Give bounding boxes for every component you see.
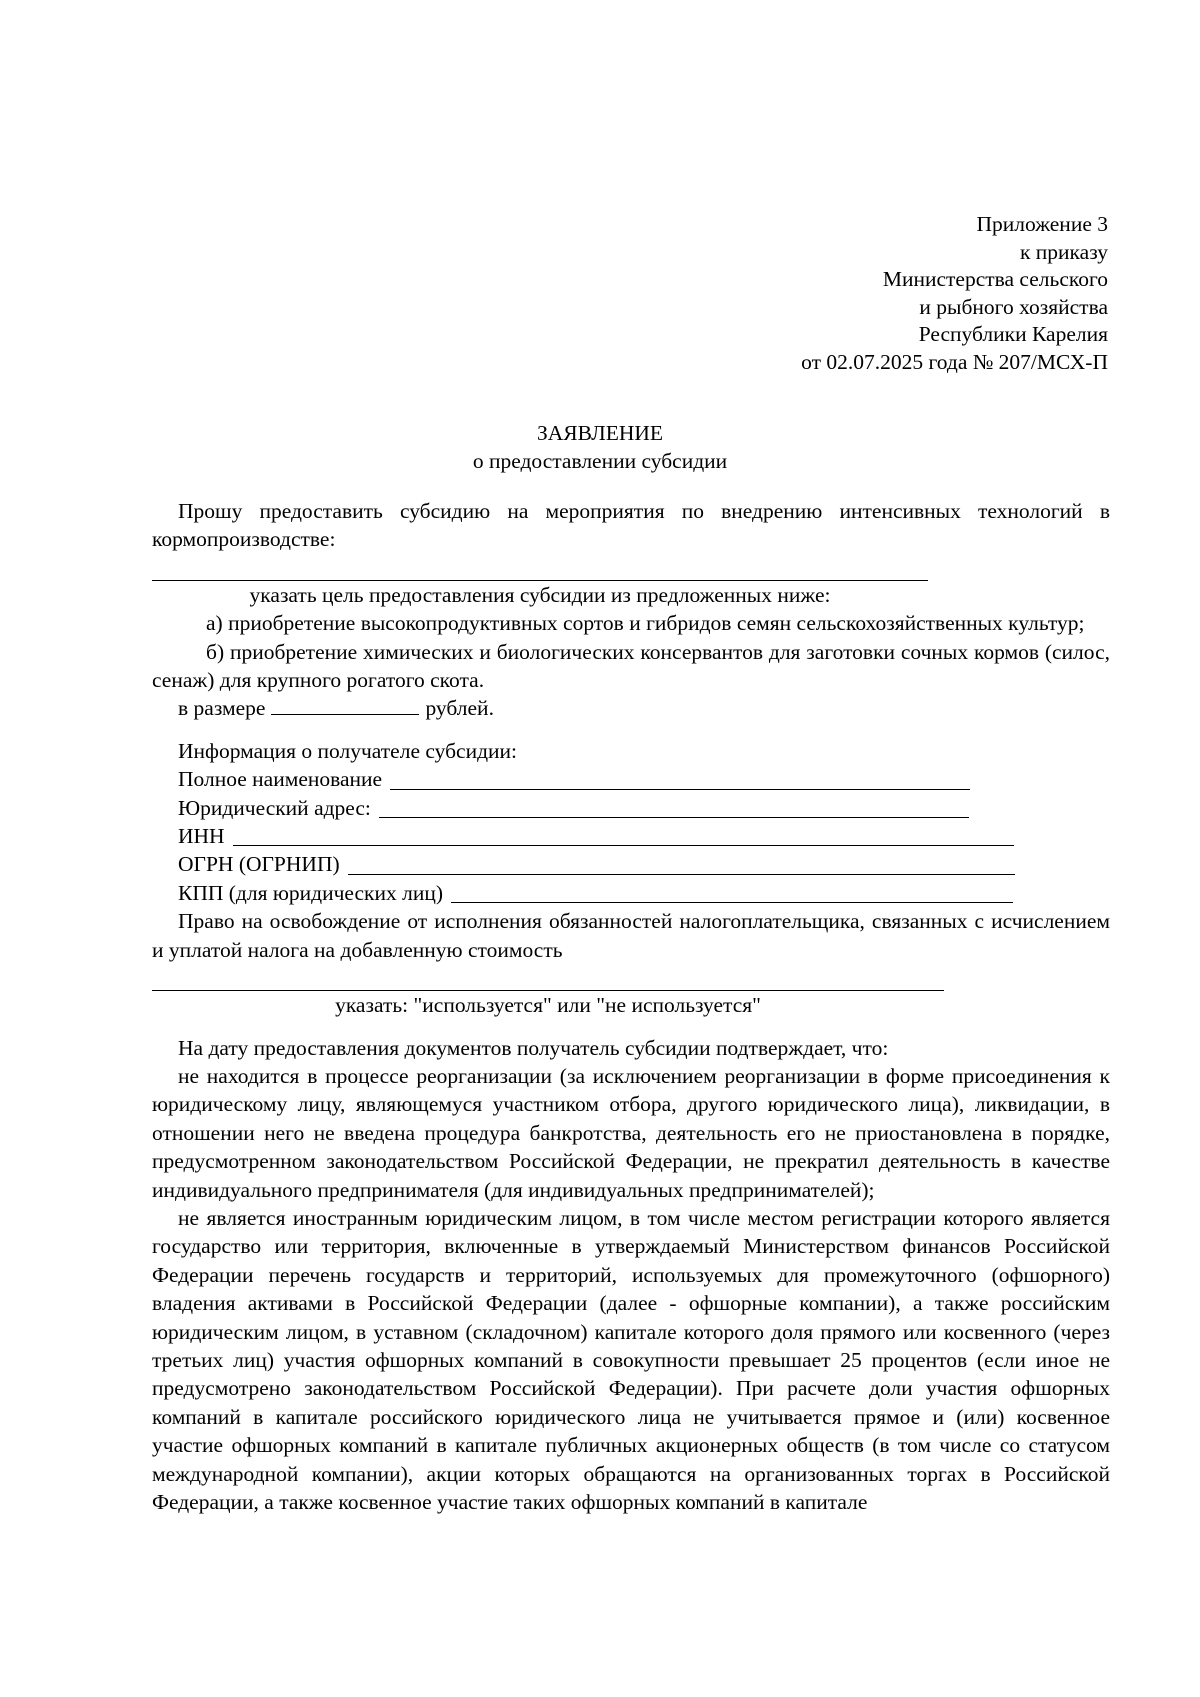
amount-suffix: рублей. xyxy=(425,696,494,721)
document-body xyxy=(152,497,1110,1516)
annex-line: и рыбного хозяйства xyxy=(919,294,1108,319)
option-a: а) приобретение высокопродуктивных сортов и гибридов семян сельскохозяйственных культур; xyxy=(206,611,1085,636)
field-legal-address xyxy=(152,794,1110,822)
field-label: Полное наименование xyxy=(178,767,383,792)
field-ogrn xyxy=(152,850,1110,878)
document-subtitle: о предоставлении субсидии xyxy=(472,448,728,473)
field-fill-line xyxy=(390,770,970,790)
amount-line xyxy=(152,694,1110,722)
option-b: б) приобретение химических и биологических консервантов для заготовки сочных кормов (силос, сенаж) для крупного рогатого скота. xyxy=(152,639,1110,693)
confirmation-item-2: не является иностранным юридическим лицом, в том числе местом регистрации которого является государство или территория, включенные в утверждаемый Министерством финансов Российской Федерации перечень государств и территорий, используемых для промежуточного (офшорного) владения активами в Российской Федерации (далее - офшорные компании), а также российским юридическим лицом, в уставном (складочном) капитале которого доля прямого или косвенного (через третьих лиц) участия офшорных компаний в совокупности превышает 25 процентов (если иное не предусмотрено законодательством Российской Федерации). При расчете доли участия офшорных компаний в капитале российского юридического лица не учитывается прямое и (или) косвенное участие офшорных компаний в капитале публичных акционерных обществ (в том числе со статусом международной компании), акции которых обращаются на организованных торгах в Российской Федерации, а также косвенное участие таких офшорных компаний в капитале xyxy=(152,1205,1110,1514)
spacer xyxy=(152,1020,1110,1034)
request-intro: Прошу предоставить субсидию на мероприятия по внедрению интенсивных технологий в кормопроизводстве: xyxy=(152,499,1110,552)
document-title: ЗАЯВЛЕНИЕ xyxy=(536,421,664,445)
field-kpp xyxy=(152,879,1110,907)
document-heading xyxy=(0,420,1200,475)
amount-prefix: в размере xyxy=(178,696,266,721)
amount-blank xyxy=(271,695,419,715)
annex-line: Республики Карелия xyxy=(918,322,1108,346)
recipient-heading: Информация о получателе субсидии: xyxy=(178,738,518,763)
field-label: КПП (для юридических лиц) xyxy=(178,880,444,905)
field-fill-line xyxy=(451,883,1013,903)
field-fill-line xyxy=(348,855,1015,875)
vat-hint: указать: "используется" или "не используется" xyxy=(335,993,761,1018)
field-label: ИНН xyxy=(178,824,225,849)
field-label: ОГРН (ОГРНИП) xyxy=(178,852,340,877)
field-label: Юридический адрес: xyxy=(178,795,371,820)
annex-header xyxy=(801,211,1108,376)
annex-line: Приложение 3 xyxy=(976,212,1108,236)
field-full-name xyxy=(152,765,1110,793)
annex-line: Министерства сельского xyxy=(882,267,1108,291)
field-fill-line xyxy=(379,798,969,818)
confirmation-item-1: не находится в процессе реорганизации (за исключением реорганизации в форме присоединения к юридическому лицу, являющемуся участником отбора, другого юридического лица), ликвидации, в отношении него не введена процедура банкротства, деятельность его не приостановлена в порядке, предусмотренном законодательством Российской Федерации, не прекратил деятельность в качестве индивидуального предпринимателя (для индивидуальных предпринимателей); xyxy=(152,1063,1110,1202)
confirmations-intro: На дату предоставления документов получатель субсидии подтверждает, что: xyxy=(178,1035,889,1060)
purpose-hint: указать цель предоставления субсидии из предложенных ниже: xyxy=(249,582,831,607)
spacer xyxy=(152,723,1110,737)
field-inn xyxy=(152,822,1110,850)
field-fill-line xyxy=(233,826,1014,846)
annex-line: от 02.07.2025 года № 207/МСХ-П xyxy=(801,349,1108,374)
vat-text: Право на освобождение от исполнения обязанностей налогоплательщика, связанных с исчислением и уплатой налога на добавленную стоимость xyxy=(152,909,1110,962)
annex-line: к приказу xyxy=(1019,239,1108,264)
